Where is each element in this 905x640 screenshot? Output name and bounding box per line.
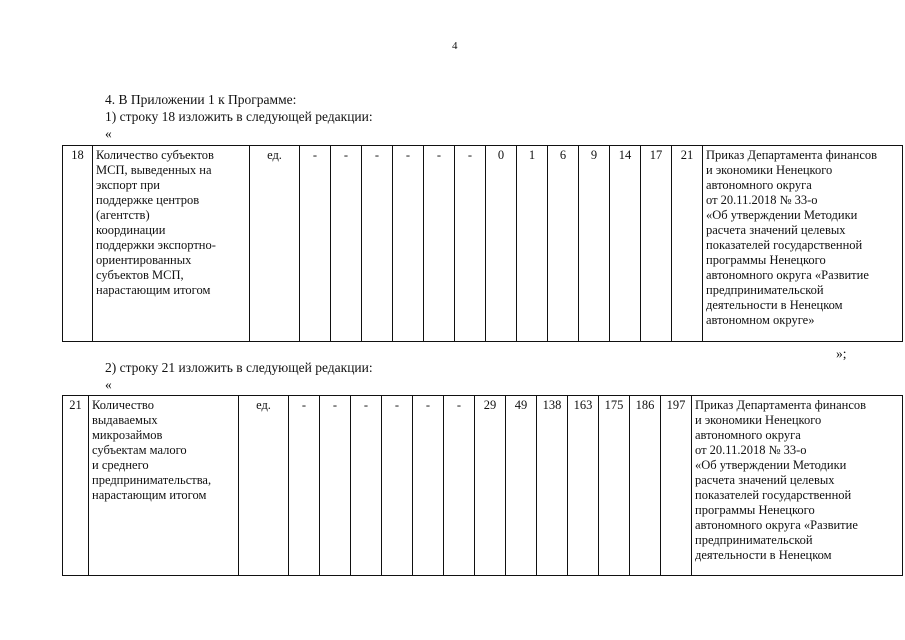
text-line: координации	[96, 223, 166, 237]
value-cell: 29	[475, 396, 506, 576]
value-cell: 0	[486, 146, 517, 342]
text-line: и экономики Ненецкого	[695, 413, 822, 427]
instruction-row-18: 1) строку 18 изложить в следующей редакции:	[105, 109, 373, 124]
value-cell: 1	[517, 146, 548, 342]
quote-open-1: «	[105, 126, 112, 141]
value-cell: -	[362, 146, 393, 342]
value-cell: -	[444, 396, 475, 576]
text-line: экспорт при	[96, 178, 160, 192]
text-line: показателей государственной	[695, 488, 852, 502]
unit: ед.	[250, 146, 300, 342]
source-document	[692, 396, 903, 576]
table-row-21	[62, 395, 903, 576]
text-line: предпринимательской	[706, 283, 824, 297]
page-number: 4	[452, 40, 458, 52]
quote-close-1: »;	[836, 346, 847, 361]
text-line: микрозаймов	[92, 428, 163, 442]
text-line: программы Ненецкого	[695, 503, 815, 517]
text-line: МСП, выведенных на	[96, 163, 212, 177]
text-line: выдаваемых	[92, 413, 158, 427]
text-line: и экономики Ненецкого	[706, 163, 833, 177]
text-line: автономного округа	[706, 178, 812, 192]
value-cell: -	[382, 396, 413, 576]
item-heading: 4. В Приложении 1 к Программе:	[105, 92, 297, 107]
text-line: нарастающим итогом	[96, 283, 211, 297]
row-number: 21	[63, 396, 89, 576]
text-line: предпринимательской	[695, 533, 813, 547]
value-cell: 186	[630, 396, 661, 576]
text-line: «Об утверждении Методики	[706, 208, 858, 222]
text-line: Приказ Департамента финансов	[695, 398, 867, 412]
text-line: автономного округа «Развитие	[695, 518, 858, 532]
value-cell: 17	[641, 146, 672, 342]
value-cell: 21	[672, 146, 703, 342]
value-cell: -	[413, 396, 444, 576]
value-cell: -	[393, 146, 424, 342]
text-line: субъектов МСП,	[96, 268, 184, 282]
value-cell: -	[351, 396, 382, 576]
indicator-name	[93, 146, 250, 342]
value-cell: 49	[506, 396, 537, 576]
text-line: Количество субъектов	[96, 148, 214, 162]
value-cell: -	[300, 146, 331, 342]
text-line: расчета значений целевых	[695, 473, 835, 487]
value-cell: -	[424, 146, 455, 342]
value-cell: 175	[599, 396, 630, 576]
text-line: автономного округа «Развитие	[706, 268, 869, 282]
indicator-name	[89, 396, 239, 576]
source-document	[703, 146, 903, 342]
text-line: деятельности в Ненецком	[706, 298, 843, 312]
text-line: поддержки экспортно-	[96, 238, 216, 252]
text-line: от 20.11.2018 № 33-о	[695, 443, 807, 457]
text-line: субъектам малого	[92, 443, 187, 457]
text-line: Приказ Департамента финансов	[706, 148, 878, 162]
text-line: ориентированных	[96, 253, 192, 267]
text-line: предпринимательства,	[92, 473, 212, 487]
value-cell: 14	[610, 146, 641, 342]
text-line: поддержке центров	[96, 193, 200, 207]
value-cell: -	[331, 146, 362, 342]
text-line: автономном округе»	[706, 313, 815, 327]
quote-open-2: «	[105, 377, 112, 392]
value-cell: -	[455, 146, 486, 342]
text-line: Количество	[92, 398, 154, 412]
value-cell: 9	[579, 146, 610, 342]
text-line: программы Ненецкого	[706, 253, 826, 267]
text-line: автономного округа	[695, 428, 801, 442]
value-cell: 6	[548, 146, 579, 342]
value-cell: 197	[661, 396, 692, 576]
text-line: от 20.11.2018 № 33-о	[706, 193, 818, 207]
unit: ед.	[239, 396, 289, 576]
value-cell: 138	[537, 396, 568, 576]
text-line: нарастающим итогом	[92, 488, 207, 502]
value-cell: 163	[568, 396, 599, 576]
text-line: расчета значений целевых	[706, 223, 846, 237]
value-cell: -	[320, 396, 351, 576]
instruction-row-21: 2) строку 21 изложить в следующей редакции:	[105, 360, 373, 375]
table-row-18	[62, 145, 903, 342]
value-cell: -	[289, 396, 320, 576]
row-number: 18	[63, 146, 93, 342]
text-line: (агентств)	[96, 208, 150, 222]
text-line: показателей государственной	[706, 238, 863, 252]
text-line: деятельности в Ненецком	[695, 548, 832, 562]
text-line: «Об утверждении Методики	[695, 458, 847, 472]
text-line: и среднего	[92, 458, 149, 472]
